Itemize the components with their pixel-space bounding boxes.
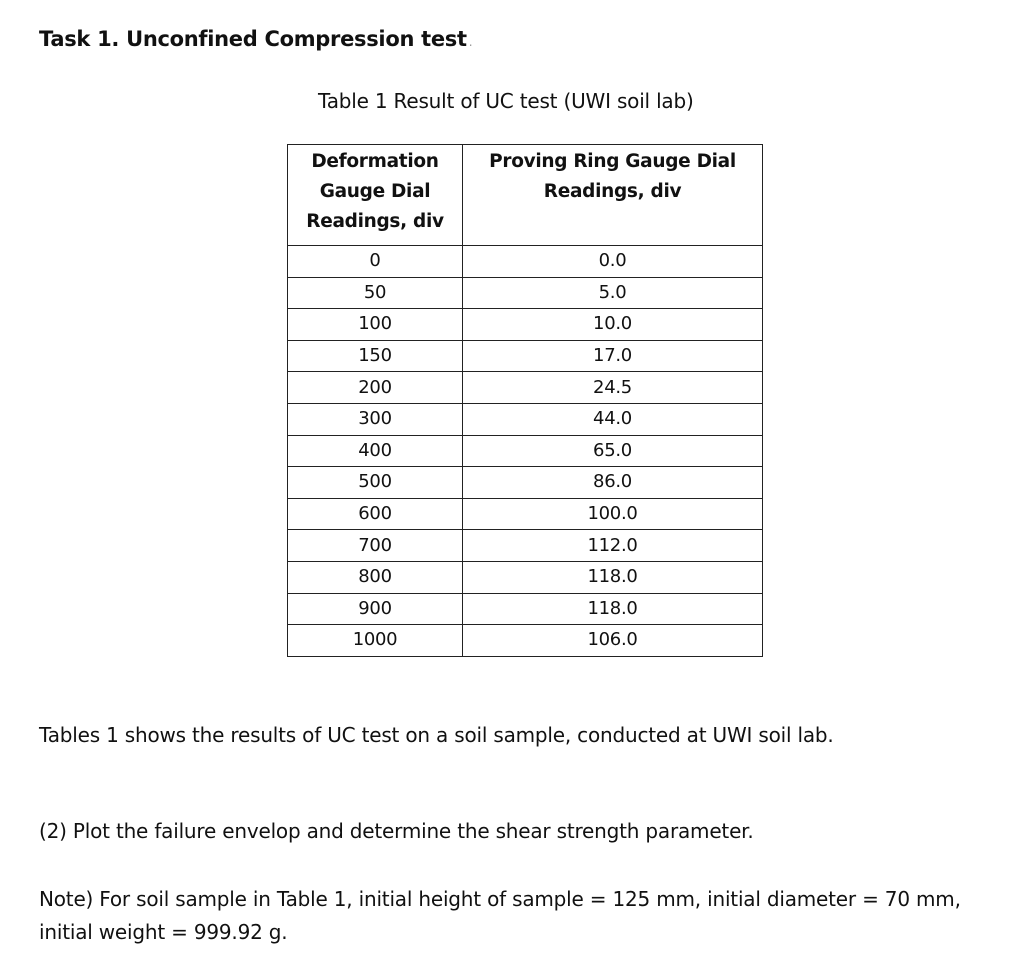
table-row [288,372,763,404]
column-header-proving-ring [463,145,763,246]
column-header-line: Readings, div [306,211,444,232]
deformation-cell: 0 [288,246,463,278]
table-row [288,530,763,562]
deformation-cell: 300 [288,403,463,435]
proving-ring-cell: 10.0 [463,309,763,341]
deformation-cell: 150 [288,340,463,372]
deformation-cell: 100 [288,309,463,341]
proving-ring-cell: 65.0 [463,435,763,467]
table-header-row [288,145,763,246]
column-header-line: Deformation [311,151,439,172]
table-row [288,593,763,625]
proving-ring-cell: 118.0 [463,593,763,625]
proving-ring-cell: 44.0 [463,403,763,435]
task-heading [39,27,472,51]
deformation-cell: 50 [288,277,463,309]
proving-ring-cell: 118.0 [463,561,763,593]
paragraph-note: Note) For soil sample in Table 1, initial height of sample = 125 mm, initial diameter = 70 mm, initial weight = 999.92 g. [39,887,961,944]
proving-ring-cell: 106.0 [463,625,763,657]
proving-ring-cell: 100.0 [463,498,763,530]
table-row [288,246,763,278]
column-header-line: Gauge Dial [319,181,431,202]
table-row [288,561,763,593]
deformation-cell: 200 [288,372,463,404]
deformation-cell: 800 [288,561,463,593]
table-row [288,277,763,309]
column-header-deformation [288,145,463,246]
heading-mark: . [468,35,473,49]
deformation-cell: 500 [288,467,463,499]
deformation-cell: 700 [288,530,463,562]
proving-ring-cell: 86.0 [463,467,763,499]
column-header-line: Proving Ring Gauge Dial [489,151,736,172]
deformation-cell: 900 [288,593,463,625]
table-caption: Table 1 Result of UC test (UWI soil lab) [318,89,694,113]
proving-ring-cell: 0.0 [463,246,763,278]
table-row [288,625,763,657]
paragraph-results-description: Tables 1 shows the results of UC test on a soil sample, conducted at UWI soil lab. [39,723,834,747]
results-table [287,144,763,657]
proving-ring-cell: 17.0 [463,340,763,372]
column-header-line: Readings, div [543,181,682,202]
proving-ring-cell: 5.0 [463,277,763,309]
deformation-cell: 400 [288,435,463,467]
table-row [288,435,763,467]
deformation-cell: 600 [288,498,463,530]
proving-ring-cell: 112.0 [463,530,763,562]
deformation-cell: 1000 [288,625,463,657]
table-row [288,498,763,530]
paragraph-question: (2) Plot the failure envelop and determine the shear strength parameter. [39,819,754,843]
table-row [288,403,763,435]
task-heading-text: Task 1. Unconfined Compression test [39,27,467,51]
table-row [288,467,763,499]
table-row [288,340,763,372]
proving-ring-cell: 24.5 [463,372,763,404]
table-row [288,309,763,341]
